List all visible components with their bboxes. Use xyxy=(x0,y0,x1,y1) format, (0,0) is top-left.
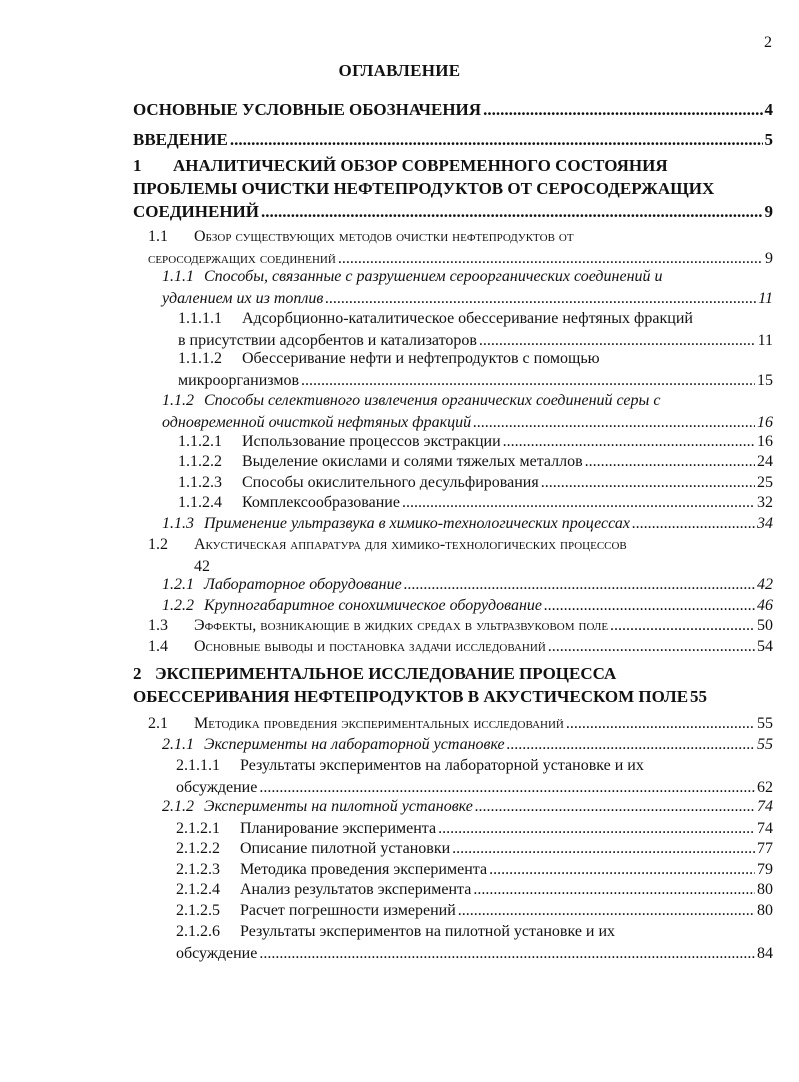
toc-page-number: 16 xyxy=(757,433,773,450)
toc-entry-2-1-1-1[interactable] xyxy=(176,755,773,799)
toc-page-number: 55 xyxy=(690,687,708,706)
toc-entry-2-1-2-2[interactable] xyxy=(176,838,773,860)
toc-entry-number: 1.1.2 xyxy=(162,392,194,409)
toc-entry-2-1-2-3[interactable] xyxy=(176,859,773,881)
leader-dots xyxy=(458,900,755,922)
toc-page-number: 25 xyxy=(757,474,773,491)
leader-dots xyxy=(404,574,755,596)
toc-entry-number: 2.1.2.2 xyxy=(176,840,220,857)
toc-page-number: 9 xyxy=(765,250,773,267)
leader-dots xyxy=(483,98,762,121)
toc-entry-abbreviations[interactable] xyxy=(133,98,773,121)
toc-entry-number: 1.2 xyxy=(148,536,168,553)
toc-entry-1-1-3[interactable] xyxy=(162,513,773,535)
toc-page-number: 4 xyxy=(764,100,773,119)
toc-entry-chapter-2[interactable] xyxy=(133,662,773,708)
toc-entry-text-line2: обсуждение xyxy=(176,945,258,962)
toc-page-number: 34 xyxy=(757,515,773,532)
toc-entry-text: Эффекты, возникающие в жидких средах в ультразвуковом поле xyxy=(194,617,609,634)
leader-dots xyxy=(325,288,756,310)
toc-entry-text-line1: Способы, связанные с разрушением сероорганических соединений и xyxy=(204,268,663,285)
toc-entry-text: Применение ультразвука в химико-технологических процессах xyxy=(204,515,630,532)
toc-entry-text-line1: ЭКСПЕРИМЕНТАЛЬНОЕ ИССЛЕДОВАНИЕ ПРОЦЕССА xyxy=(155,664,617,683)
toc-entry-text-line1: АНАЛИТИЧЕСКИЙ ОБЗОР СОВРЕМЕННОГО СОСТОЯНИЯ xyxy=(173,156,668,175)
leader-dots xyxy=(230,128,763,151)
toc-entry-text: Выделение окислами и солями тяжелых металлов xyxy=(242,453,583,470)
toc-entry-1-1-2[interactable] xyxy=(162,390,773,434)
toc-entry-text-line3: СОЕДИНЕНИЙ xyxy=(133,202,259,221)
toc-entry-2-1-2-6[interactable] xyxy=(176,921,773,965)
toc-entry-1-1-1-2[interactable] xyxy=(178,348,773,392)
toc-entry-number: 2.1.2 xyxy=(162,798,194,815)
leader-dots xyxy=(402,492,755,514)
toc-entry-1-3[interactable] xyxy=(148,615,773,637)
toc-entry-number: 1.1.2.4 xyxy=(178,494,222,511)
toc-entry-number: 1.4 xyxy=(148,638,168,655)
leader-dots xyxy=(507,734,755,756)
leader-dots xyxy=(544,595,755,617)
leader-dots xyxy=(489,859,755,881)
toc-entry-number: 1.2.2 xyxy=(162,597,194,614)
toc-page-number: 80 xyxy=(757,902,773,919)
toc-entry-number: 1.2.1 xyxy=(162,576,194,593)
toc-entry-1-1-2-4[interactable] xyxy=(178,492,773,514)
toc-entry-text-line2: серосодержащих соединений xyxy=(148,250,336,267)
toc-entry-1-1-2-1[interactable] xyxy=(178,431,773,453)
toc-page-number: 79 xyxy=(757,861,773,878)
toc-page-number: 62 xyxy=(757,779,773,796)
leader-dots xyxy=(566,713,755,735)
toc-entry-text: Описание пилотной установки xyxy=(240,840,451,857)
toc-entry-text-line1: Результаты экспериментов на лабораторной установке и их xyxy=(240,757,644,774)
toc-entry-text: ОСНОВНЫЕ УСЛОВНЫЕ ОБОЗНАЧЕНИЯ xyxy=(133,100,482,119)
toc-entry-2-1-2-5[interactable] xyxy=(176,900,773,922)
toc-page-number: 74 xyxy=(757,820,773,837)
toc-entry-2-1-2[interactable] xyxy=(162,796,773,818)
toc-page-number: 11 xyxy=(757,332,773,349)
toc-entry-2-1[interactable] xyxy=(148,713,773,735)
leader-dots xyxy=(259,943,755,965)
toc-entry-text-line1: Результаты экспериментов на пилотной установке и их xyxy=(240,923,616,940)
toc-entry-number: 1.1 xyxy=(148,228,168,245)
toc-entry-number: 1 xyxy=(133,156,142,175)
toc-entry-number: 1.1.2.1 xyxy=(178,433,222,450)
toc-entry-1-1[interactable] xyxy=(148,226,773,270)
toc-entry-chapter-1[interactable] xyxy=(133,154,773,223)
toc-entry-1-1-1-1[interactable] xyxy=(178,308,773,352)
toc-entry-text-line1: Адсорбционно-каталитическое обессеривание нефтяных фракций xyxy=(242,310,693,327)
toc-entry-1-2[interactable] xyxy=(148,534,773,578)
toc-entry-number: 2.1.1 xyxy=(162,736,194,753)
toc-entry-text: Комплексообразование xyxy=(242,494,400,511)
toc-entry-number: 2.1 xyxy=(148,715,168,732)
toc-entry-text: ВВЕДЕНИЕ xyxy=(133,130,228,149)
leader-dots xyxy=(548,636,755,658)
toc-page-number: 42 xyxy=(194,558,210,575)
toc-entry-text: Использование процессов экстракции xyxy=(242,433,501,450)
toc-entry-number: 2.1.1.1 xyxy=(176,757,220,774)
toc-entry-2-1-2-1[interactable] xyxy=(176,818,773,840)
toc-entry-text-line2: ОБЕССЕРИВАНИЯ НЕФТЕПРОДУКТОВ В АКУСТИЧЕСКОМ ПОЛЕ xyxy=(133,687,689,706)
toc-entry-number: 1.1.1.2 xyxy=(178,350,222,367)
toc-entry-text: Методика проведения экспериментальных исследований xyxy=(194,715,564,732)
leader-dots xyxy=(452,838,755,860)
leader-dots xyxy=(475,796,755,818)
toc-entry-text: Анализ результатов эксперимента xyxy=(240,881,472,898)
toc-entry-number: 2.1.2.1 xyxy=(176,820,220,837)
toc-entry-text: Планирование эксперимента xyxy=(240,820,437,837)
toc-entry-text: Основные выводы и постановка задачи исследований xyxy=(194,638,546,655)
leader-dots xyxy=(541,472,755,494)
toc-page-number: 84 xyxy=(757,945,773,962)
toc-entry-text-line1: Обзор существующих методов очистки нефтепродуктов от xyxy=(194,228,574,245)
toc-entry-text: Крупногабаритное сонохимическое оборудование xyxy=(204,597,543,614)
toc-page-number: 5 xyxy=(764,130,773,149)
toc-page-number: 11 xyxy=(758,290,773,307)
leader-dots xyxy=(610,615,755,637)
toc-entry-2-1-1[interactable] xyxy=(162,734,773,756)
toc-page-number: 46 xyxy=(757,597,773,614)
toc-page-number: 15 xyxy=(757,372,773,389)
leader-dots xyxy=(503,431,755,453)
leader-dots xyxy=(473,879,755,901)
toc-entry-text-line1: Акустическая аппаратура для химико-технологических процессов xyxy=(194,536,627,553)
toc-entry-text-line1: Способы селективного извлечения органических соединений серы с xyxy=(204,392,661,409)
toc-entry-1-1-2-3[interactable] xyxy=(178,472,773,494)
toc-entry-number: 2 xyxy=(133,664,142,683)
toc-entry-1-1-2-2[interactable] xyxy=(178,451,773,473)
page-number: 2 xyxy=(764,34,772,51)
toc-page-number: 32 xyxy=(757,494,773,511)
leader-dots xyxy=(632,513,755,535)
toc-entry-number: 1.3 xyxy=(148,617,168,634)
toc-entry-1-4[interactable] xyxy=(148,636,773,658)
toc-entry-text: Методика проведения эксперимента xyxy=(240,861,488,878)
toc-entry-text-line2: одновременной очисткой нефтяных фракций xyxy=(162,414,472,431)
toc-entry-text-line2: в присутствии адсорбентов и катализаторов xyxy=(178,332,477,349)
toc-entry-text-line2: ПРОБЛЕМЫ ОЧИСТКИ НЕФТЕПРОДУКТОВ ОТ СЕРОСОДЕРЖАЩИХ xyxy=(133,179,715,198)
leader-dots xyxy=(585,451,755,473)
toc-entry-2-1-2-4[interactable] xyxy=(176,879,773,901)
leader-dots xyxy=(261,200,763,223)
toc-page-number: 9 xyxy=(764,202,773,221)
toc-entry-number: 2.1.2.3 xyxy=(176,861,220,878)
toc-entry-1-1-1[interactable] xyxy=(162,266,773,310)
toc-entry-text-line2: микроорганизмов xyxy=(178,372,300,389)
toc-entry-text-line2: обсуждение xyxy=(176,779,258,796)
toc-page-number: 54 xyxy=(757,638,773,655)
toc-title: ОГЛАВЛЕНИЕ xyxy=(338,61,461,80)
toc-entry-number: 1.1.2.3 xyxy=(178,474,222,491)
toc-page-number: 16 xyxy=(757,414,773,431)
toc-entry-text: Расчет погрешности измерений xyxy=(240,902,456,919)
toc-entry-text-line2: удалением их из топлив xyxy=(162,290,324,307)
toc-entry-number: 1.1.2.2 xyxy=(178,453,222,470)
leader-dots xyxy=(438,818,755,840)
toc-page-number: 77 xyxy=(757,840,773,857)
toc-entry-text: Эксперименты на лабораторной установке xyxy=(204,736,505,753)
toc-entry-number: 2.1.2.5 xyxy=(176,902,220,919)
toc-entry-number: 1.1.3 xyxy=(162,515,194,532)
toc-entry-text: Эксперименты на пилотной установке xyxy=(204,798,473,815)
toc-page-number: 24 xyxy=(757,453,773,470)
toc-page-number: 55 xyxy=(757,736,773,753)
toc-entry-text-line1: Обессеривание нефти и нефтепродуктов с помощью xyxy=(242,350,600,367)
toc-entry-text: Способы окислительного десульфирования xyxy=(242,474,539,491)
toc-page-number: 50 xyxy=(757,617,773,634)
toc-page-number: 80 xyxy=(757,881,773,898)
toc-page-number: 42 xyxy=(757,576,773,593)
toc-entry-number: 2.1.2.4 xyxy=(176,881,220,898)
toc-entry-number: 1.1.1 xyxy=(162,268,194,285)
leader-dots xyxy=(301,370,755,392)
toc-page-number: 55 xyxy=(757,715,773,732)
toc-entry-1-2-2[interactable] xyxy=(162,595,773,617)
toc-entry-text: Лабораторное оборудование xyxy=(204,576,402,593)
toc-page-number: 74 xyxy=(757,798,773,815)
toc-entry-number: 1.1.1.1 xyxy=(178,310,222,327)
toc-entry-number: 2.1.2.6 xyxy=(176,923,220,940)
toc-entry-introduction[interactable] xyxy=(133,128,773,151)
toc-entry-1-2-1[interactable] xyxy=(162,574,773,596)
